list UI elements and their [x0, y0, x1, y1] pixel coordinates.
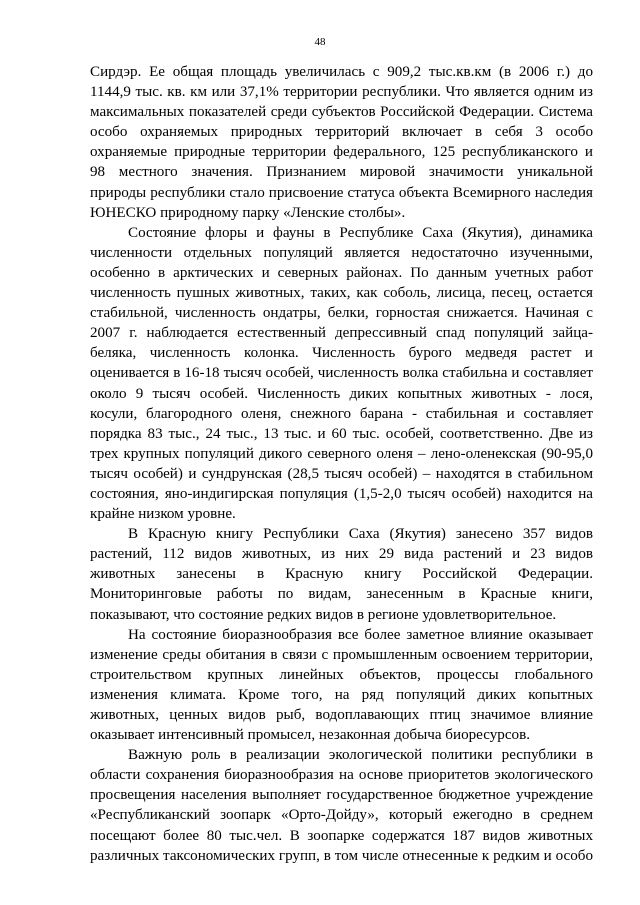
- text-line: численности отдельных популяций является недостаточно изученными,: [90, 244, 593, 261]
- text-line: трех крупных популяций дикого северного оленя – лено-оленекская (90-95,0: [90, 445, 593, 462]
- text-line: беляка, численность колонка. Численность бурого медведя растет и: [90, 345, 593, 362]
- text-line: 1144,9 тыс. кв. км или 37,1% территории республики. Что является одним из: [90, 84, 593, 101]
- body-text: [90, 62, 593, 866]
- text-line: изменения климата. Кроме того, на ряд популяций диких копытных: [90, 686, 593, 703]
- text-line: природы республики стало присвоение статуса объекта Всемирного наследия: [90, 184, 593, 201]
- text-line: численность пушных животных, таких, как соболь, лисица, песец, остается: [90, 285, 593, 302]
- text-line: 98 местного значения. Признанием мировой значимости уникальной: [90, 164, 593, 181]
- text-line: «Республиканский зоопарк «Орто-Дойду», который ежегодно в среднем: [90, 807, 593, 824]
- text-line: Состояние флоры и фауны в Республике Саха (Якутия), динамика: [128, 224, 593, 241]
- text-line: 2007 г. наблюдается естественный депрессивный спад популяций зайца-: [90, 325, 593, 342]
- text-line: оказывает интенсивный промысел, незаконная добыча биоресурсов.: [90, 727, 530, 744]
- text-line: животных, ценных видов рыб, водоплавающих птиц значимое влияние: [90, 707, 593, 723]
- paragraph-protected-areas: [90, 62, 593, 223]
- text-line: стабильной, численность ондатры, белки, горностая снижается. Начиная с: [90, 305, 593, 322]
- paragraph-biodiversity-impact: [90, 625, 593, 746]
- text-line: косули, благородного оленя, снежного барана - стабильная и составляет: [90, 405, 593, 422]
- text-line: строительством крупных линейных объектов, процессы глобального: [90, 666, 593, 683]
- text-line: особо охраняемых природных территорий включает в себя 3 особо: [90, 124, 593, 141]
- text-line: изменение среды обитания в связи с промышленным освоением территории,: [90, 646, 593, 663]
- text-line: В Красную книгу Республики Саха (Якутия) занесено 357 видов: [128, 526, 593, 543]
- text-line: области сохранения биоразнообразия на основе приоритетов экологического: [90, 767, 593, 784]
- text-line: тысяч особей) и сундрунская (28,5 тысяч особей) – находятся в стабильном: [90, 465, 593, 482]
- text-line: максимальных показателей среди субъектов Российской Федерации. Система: [90, 104, 593, 121]
- text-line: посещают более 80 тыс.чел. В зоопарке содержатся 187 видов животных: [90, 827, 593, 844]
- text-line: ЮНЕСКО природному парку «Ленские столбы».: [90, 204, 406, 221]
- text-line: На состояние биоразнообразия все более заметное влияние оказывает: [128, 626, 593, 643]
- text-line: различных таксономических групп, в том числе отнесенные к редким и особо: [90, 847, 593, 864]
- text-line: особенно в арктических и северных районах. По данным учетных работ: [90, 264, 593, 281]
- text-line: порядка 83 тыс., 24 тыс., 13 тыс. и 60 тыс. особей, соответственно. Две из: [90, 425, 593, 442]
- text-line: охраняемые природные территории федерального, 125 республиканского и: [90, 144, 593, 161]
- paragraph-red-book: [90, 524, 593, 624]
- text-line: Важную роль в реализации экологической политики республики в: [128, 747, 593, 764]
- page-number: 48: [314, 36, 326, 48]
- text-line: показывают, что состояние редких видов в регионе удовлетворительное.: [90, 606, 557, 623]
- text-line: растений, 112 видов животных, из них 29 вида растений и 23 видов: [90, 546, 593, 563]
- text-line: Мониторинговые работы по видам, занесенным в Красные книги,: [90, 586, 593, 603]
- text-line: около 9 тысяч особей. Численность диких копытных животных - лося,: [90, 385, 593, 402]
- text-line: крайне низком уровне.: [90, 506, 236, 523]
- paragraph-zoo: [90, 745, 593, 866]
- text-line: оценивается в 16-18 тысяч особей, численность волка стабильна и составляет: [90, 365, 593, 382]
- paragraph-flora-fauna: [90, 223, 593, 524]
- text-line: Сирдэр. Ее общая площадь увеличилась с 909,2 тыс.кв.км (в 2006 г.) до: [90, 64, 593, 80]
- text-line: просвещения населения выполняет государственное бюджетное учреждение: [90, 787, 593, 804]
- text-line: животных занесены в Красную книгу Российской Федерации.: [90, 566, 593, 583]
- text-line: состояния, яно-индигирская популяция (1,5-2,0 тысяч особей) находится на: [90, 485, 593, 502]
